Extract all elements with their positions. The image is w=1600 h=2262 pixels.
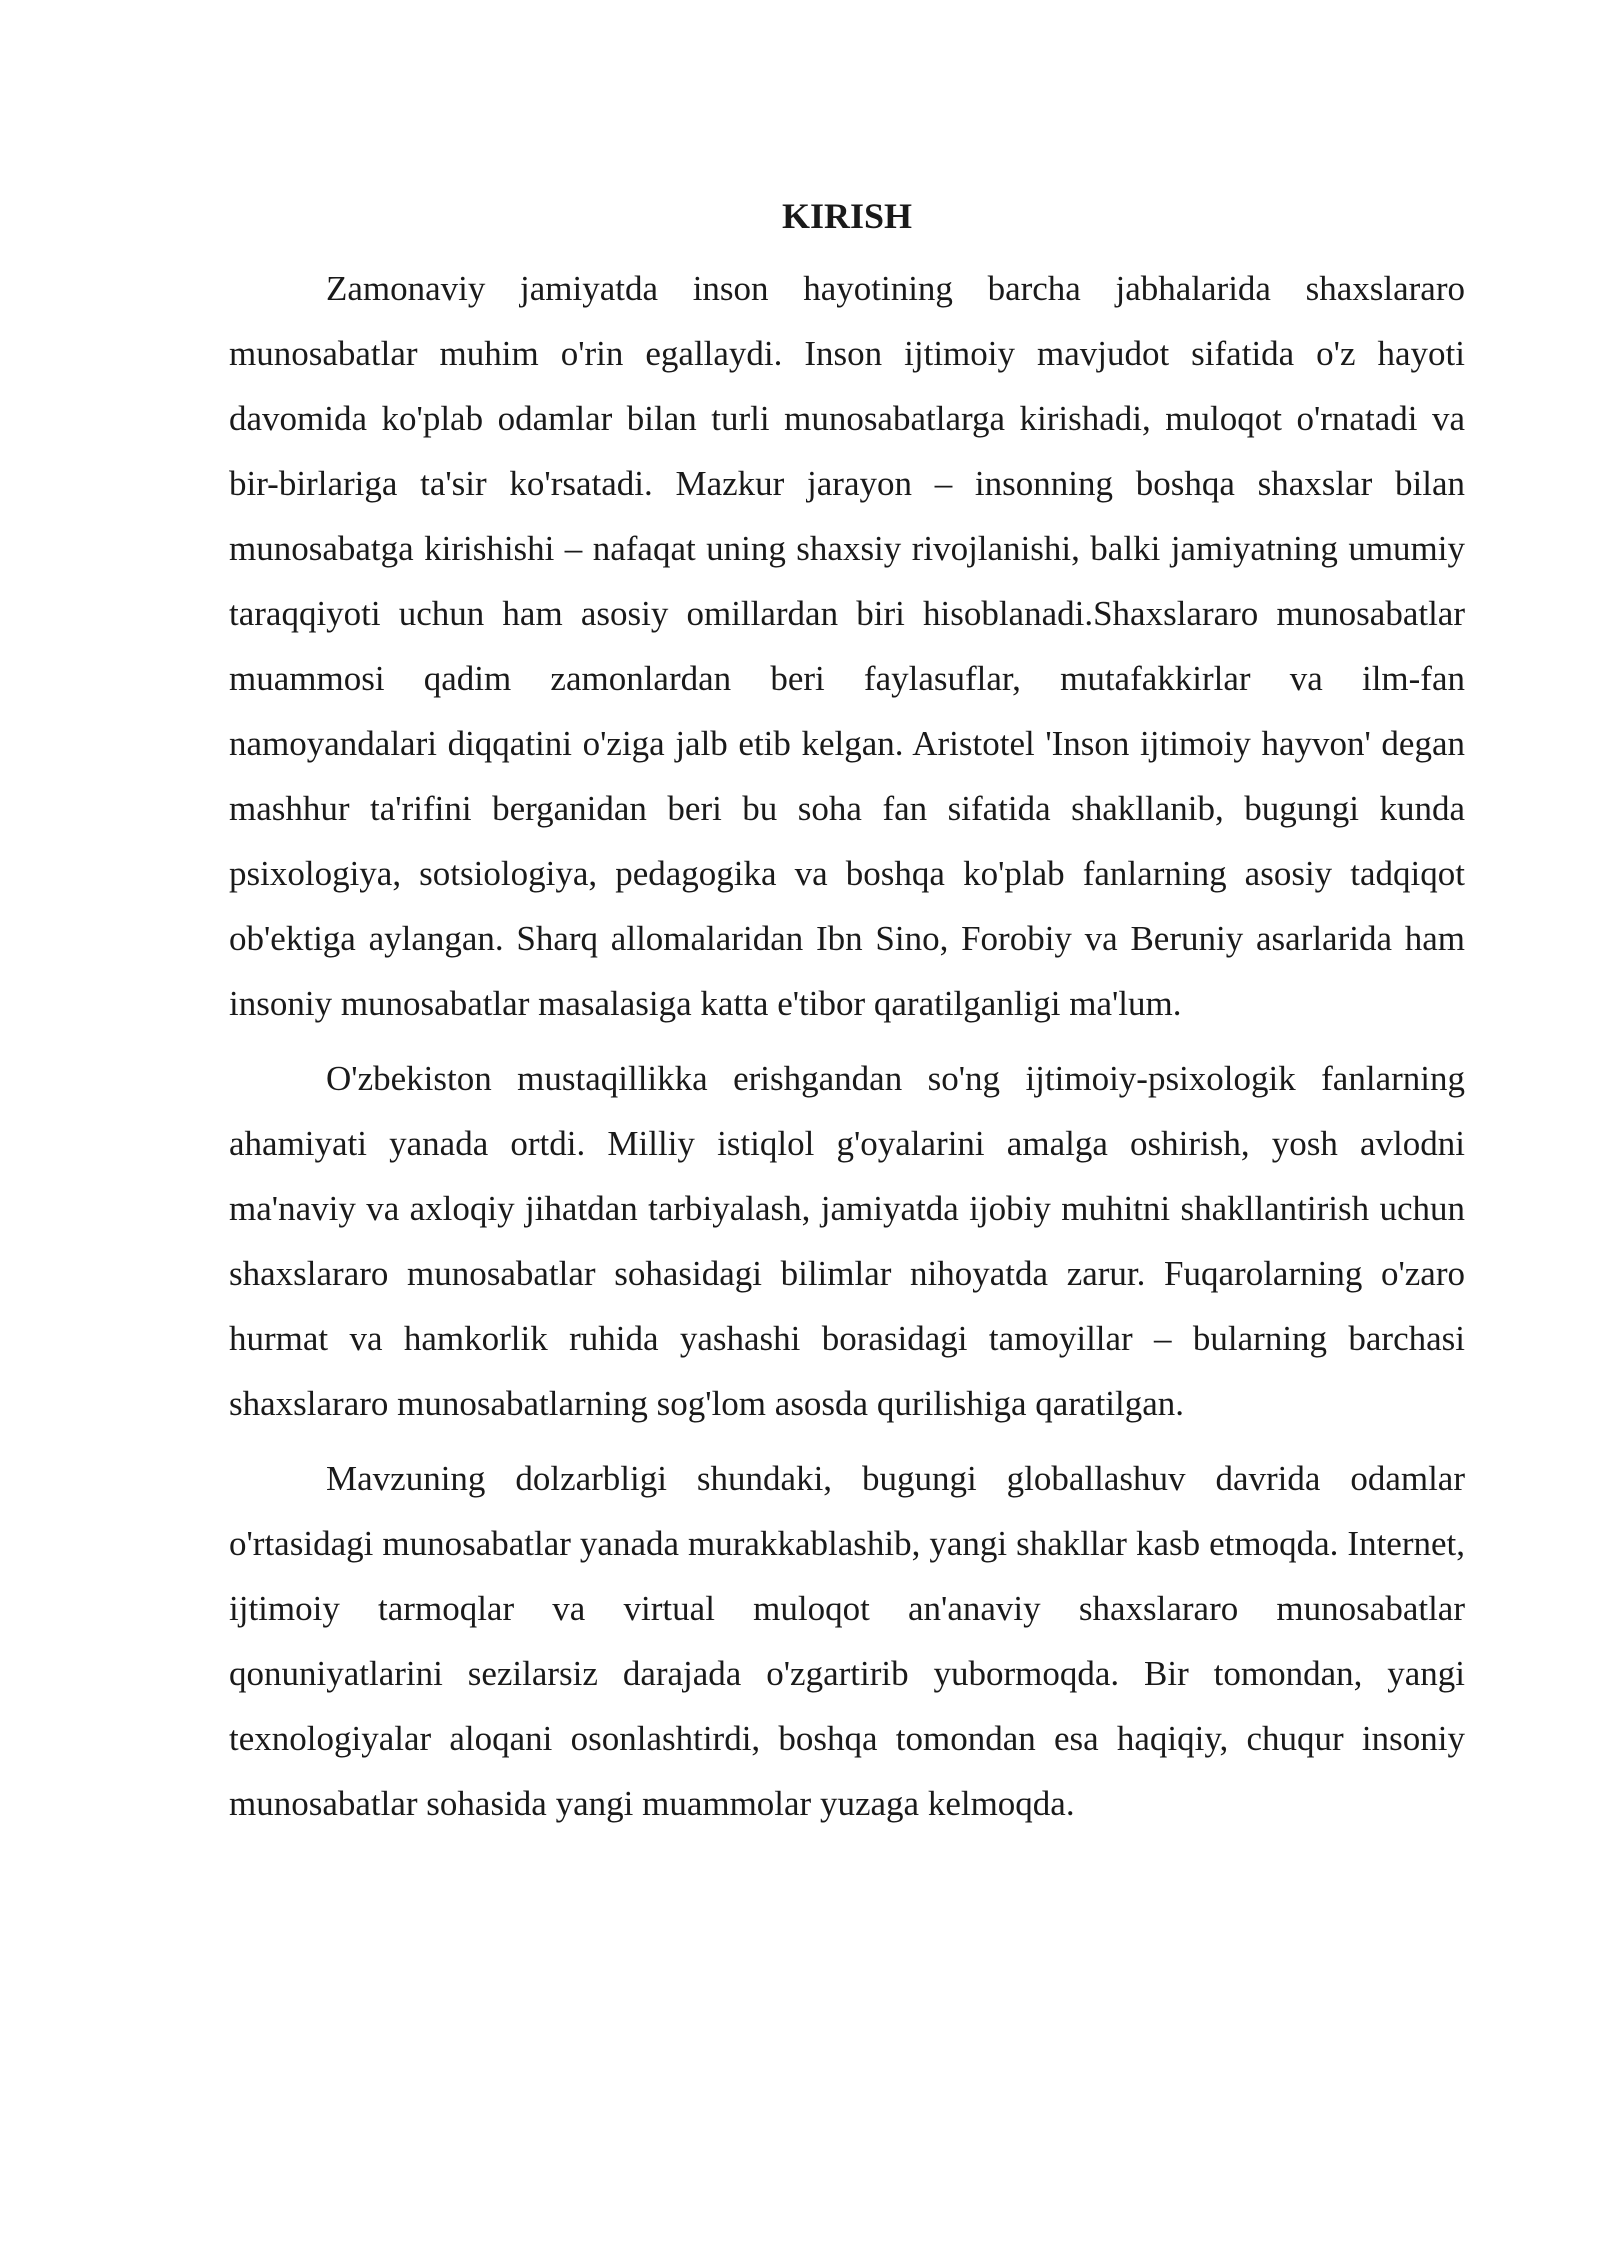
paragraph-3: Mavzuning dolzarbligi shundaki, bugungi globallashuv davrida odamlar o'rtasidagi munosabatlar yanada murakkablashib, yangi shakllar kasb etmoqda. Internet, ijtimoiy tarmoqlar va virtual muloqot an'anaviy shaxslararo munosabatlar qonuniyatlarini sezilarsiz darajada o'zgartirib yubormoqda. Bir tomondan, yangi texnologiyalar aloqani osonlashtirdi, boshqa tomondan esa haqiqiy, chuqur insoniy munosabatlar sohasida yangi muammolar yuzaga kelmoqda. (229, 1459, 1465, 1823)
paragraph-1: Zamonaviy jamiyatda inson hayotining barcha jabhalarida shaxslararo munosabatlar muhim o'rin egallaydi. Inson ijtimoiy mavjudot sifatida o'z hayoti davomida ko'plab odamlar bilan turli munosabatlarga kirishadi, muloqot o'rnatadi va bir-birlariga ta'sir ko'rsatadi. Mazkur jarayon – insonning boshqa shaxslar bilan munosabatga kirishishi – nafaqat uning shaxsiy rivojlanishi, balki jamiyatning umumiy taraqqiyoti uchun ham asosiy omillardan biri hisoblanadi.Shaxslararo munosabatlar muammosi qadim zamonlardan beri faylasuflar, mutafakkirlar va ilm-fan namoyandalari diqqatini o'ziga jalb etib kelgan. Aristotel 'Inson ijtimoiy hayvon' degan mashhur ta'rifini berganidan beri bu soha fan sifatida shakllanib, bugungi kunda psixologiya, sotsiologiya, pedagogika va boshqa ko'plab fanlarning asosiy tadqiqot ob'ektiga aylangan. Sharq allomalaridan Ibn Sino, Forobiy va Beruniy asarlarida ham insoniy munosabatlar masalasiga katta e'tibor qaratilganligi ma'lum. (229, 269, 1465, 1023)
paragraph-2: O'zbekiston mustaqillikka erishgandan so'ng ijtimoiy-psixologik fanlarning ahamiyati yanada ortdi. Milliy istiqlol g'oyalarini amalga oshirish, yosh avlodni ma'naviy va axloqiy jihatdan tarbiyalash, jamiyatda ijobiy muhitni shakllantirish uchun shaxslararo munosabatlar sohasidagi bilimlar nihoyatda zarur. Fuqarolarning o'zaro hurmat va hamkorlik ruhida yashashi borasidagi tamoyillar – bularning barchasi shaxslararo munosabatlarning sog'lom asosda qurilishiga qaratilgan. (229, 1059, 1465, 1423)
document-body (229, 188, 1465, 1846)
page-title: KIRISH (781, 196, 913, 236)
